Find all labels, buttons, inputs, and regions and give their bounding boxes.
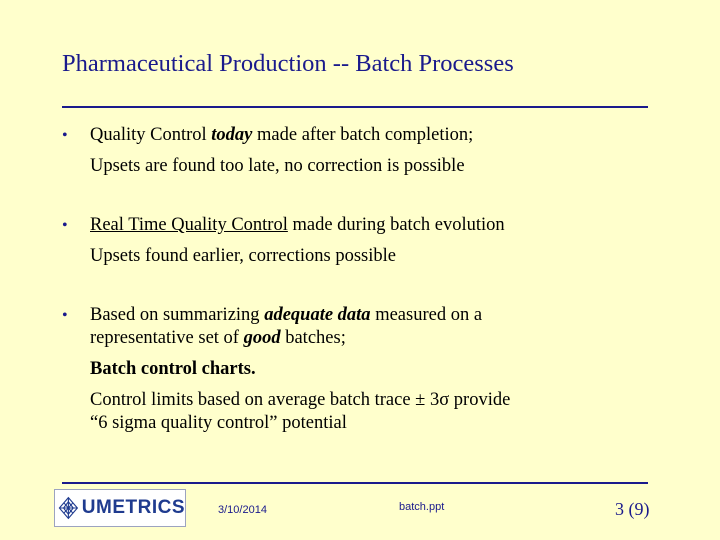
footer-filename: batch.ppt bbox=[399, 501, 445, 513]
bullet-summarizing bbox=[62, 304, 662, 327]
title-divider bbox=[62, 106, 648, 108]
bullet-continuation: Control limits based on average batch trace ± 3σ provide bbox=[90, 390, 511, 410]
bullet-icon: • bbox=[62, 127, 68, 144]
emphasis-text: good bbox=[243, 328, 281, 348]
bullet-icon: • bbox=[62, 307, 68, 324]
bullet-text: representative set of bbox=[90, 328, 244, 348]
footer-divider bbox=[62, 482, 648, 484]
bullet-text: Based on summarizing bbox=[90, 305, 265, 325]
footer-date: 3/10/2014 bbox=[218, 504, 267, 516]
emphasis-text: today bbox=[211, 125, 253, 145]
bullet-continuation: “6 sigma quality control” potential bbox=[90, 413, 347, 433]
bullet-continuation bbox=[62, 327, 662, 350]
bullet-text: measured on a bbox=[370, 305, 483, 325]
bullet-continuation: Upsets are found too late, no correction is possible bbox=[90, 156, 465, 176]
bullet-text: made after batch completion; bbox=[252, 125, 474, 145]
bullet-text: batches; bbox=[280, 328, 346, 348]
batch-control-charts-label: Batch control charts. bbox=[90, 359, 256, 379]
emphasis-text: adequate data bbox=[264, 305, 371, 325]
umetrics-logo bbox=[54, 489, 186, 527]
slide-body bbox=[62, 124, 662, 435]
bullet-real-time-qc bbox=[62, 214, 662, 237]
underlined-text: Real Time Quality Control bbox=[90, 215, 288, 235]
page-number: 3 (9) bbox=[615, 499, 650, 519]
slide-title: Pharmaceutical Production -- Batch Processes bbox=[62, 50, 514, 77]
bullet-text: made during batch evolution bbox=[287, 215, 505, 235]
bullet-quality-control bbox=[62, 124, 662, 147]
bullet-icon: • bbox=[62, 217, 68, 234]
bullet-text: Quality Control bbox=[90, 125, 212, 145]
bullet-continuation: Upsets found earlier, corrections possible bbox=[90, 246, 396, 266]
logo-wordmark: UMETRICS bbox=[81, 497, 185, 518]
umetrics-logo-icon bbox=[58, 492, 79, 524]
